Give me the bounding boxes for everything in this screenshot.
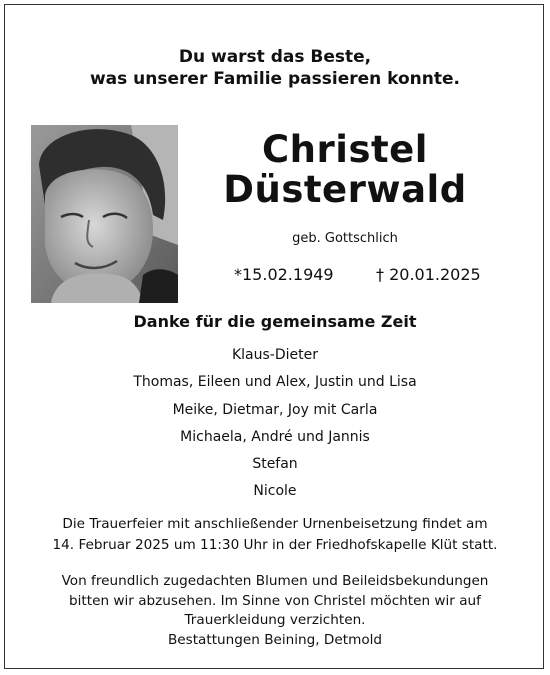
- portrait-photo: [31, 125, 178, 303]
- mourner: Nicole: [253, 483, 297, 500]
- birth-date: *15.02.1949: [234, 265, 334, 284]
- wishes-line-2: bitten wir abzusehen. Im Sinne von Christel möchten wir auf: [69, 592, 481, 609]
- wishes-line-1: Von freundlich zugedachten Blumen und Beileidsbekundungen: [61, 573, 489, 589]
- quote-line-2: was unserer Familie passieren konnte.: [89, 69, 461, 89]
- quote: [0, 46, 550, 90]
- deceased-name: [190, 130, 500, 210]
- thanks-heading: Danke für die gemeinsame Zeit: [133, 312, 417, 331]
- mourner: Meike, Dietmar, Joy mit Carla: [172, 401, 378, 418]
- mourners-list: [0, 346, 550, 510]
- mourner: Michaela, André und Jannis: [180, 428, 370, 445]
- portrait-photo-icon: [31, 125, 178, 303]
- birth-name: geb. Gottschlich: [292, 231, 398, 246]
- mourner: Klaus-Dieter: [231, 347, 318, 363]
- funeral-line-2: 14. Februar 2025 um 11:30 Uhr in der Friedhofskapelle Klüt statt.: [52, 537, 498, 553]
- first-name: Christel: [262, 128, 428, 171]
- mourner: Stefan: [252, 456, 298, 473]
- funeral-info: [0, 514, 550, 556]
- last-name: Düsterwald: [223, 168, 467, 211]
- quote-line-1: Du warst das Beste,: [178, 47, 372, 67]
- notice-frame: [4, 4, 544, 669]
- wishes-line-3: Trauerkleidung verzichten.: [184, 612, 366, 628]
- funeral-line-1: Die Trauerfeier mit anschließender Urnenbeisetzung findet am: [62, 516, 488, 532]
- undertaker: Bestattungen Beining, Detmold: [167, 631, 383, 648]
- wishes-info: [0, 572, 550, 650]
- mourner: Thomas, Eileen und Alex, Justin und Lisa: [133, 374, 417, 391]
- death-date: † 20.01.2025: [376, 265, 481, 284]
